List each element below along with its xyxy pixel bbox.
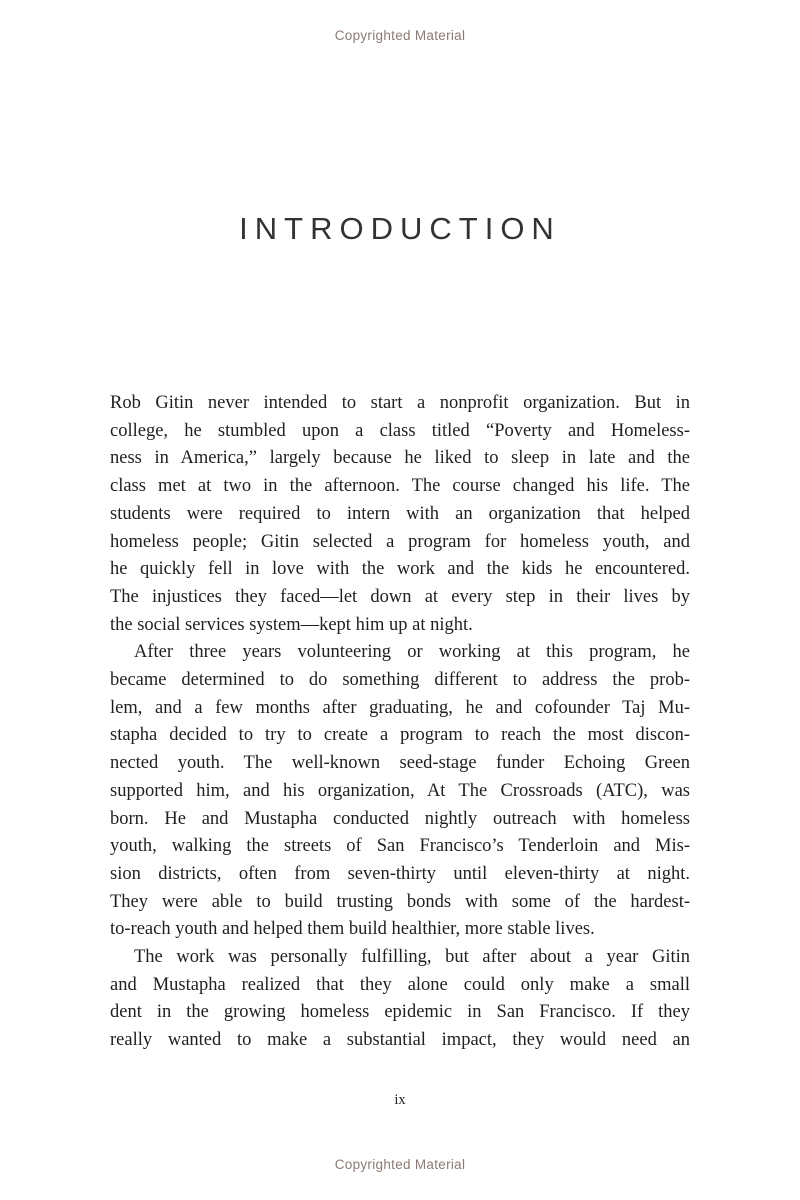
text-line: Rob Gitin never intended to start a nonprofit organization. But in bbox=[110, 393, 690, 413]
text-line: born. He and Mustapha conducted nightly outreach with homeless bbox=[110, 808, 690, 829]
chapter-title: INTRODUCTION bbox=[239, 211, 561, 246]
text-line: dent in the growing homeless epidemic in San Francisco. If they bbox=[110, 1002, 690, 1023]
text-line: supported him, and his organization, At The Crossroads (ATC), was bbox=[110, 780, 690, 801]
text-line: nected youth. The well-known seed-stage funder Echoing Green bbox=[110, 753, 690, 774]
copyright-notice-top: Copyrighted Material bbox=[334, 28, 466, 43]
text-line: After three years volunteering or working at this program, he bbox=[134, 642, 690, 663]
text-line: and Mustapha realized that they alone could only make a small bbox=[110, 974, 690, 995]
text-line: youth, walking the streets of San Francisco’s Tenderloin and Mis- bbox=[110, 836, 690, 857]
body-text bbox=[110, 390, 690, 1055]
text-line: homeless people; Gitin selected a program for homeless youth, and bbox=[110, 531, 690, 552]
text-line: college, he stumbled upon a class titled “Poverty and Homeless- bbox=[110, 420, 690, 441]
text-line: he quickly fell in love with the work and the kids he encountered. bbox=[110, 559, 690, 580]
text-line: the social services system—kept him up at night. bbox=[110, 614, 473, 635]
page-number: ix bbox=[394, 1092, 406, 1108]
text-line: stapha decided to try to create a program to reach the most discon- bbox=[110, 725, 690, 746]
text-line: The injustices they faced—let down at every step in their lives by bbox=[110, 586, 690, 607]
text-line: became determined to do something different to address the prob- bbox=[110, 670, 690, 691]
text-line: really wanted to make a substantial impact, they would need an bbox=[110, 1030, 690, 1051]
text-line: sion districts, often from seven-thirty until eleven-thirty at night. bbox=[110, 863, 690, 884]
text-line: students were required to intern with an organization that helped bbox=[110, 503, 690, 524]
paragraph bbox=[110, 944, 690, 1055]
text-line: class met at two in the afternoon. The course changed his life. The bbox=[110, 476, 690, 497]
copyright-notice-bottom: Copyrighted Material bbox=[334, 1157, 466, 1172]
text-line: to-reach youth and helped them build healthier, more stable lives. bbox=[110, 919, 595, 940]
text-line: The work was personally fulfilling, but after about a year Gitin bbox=[134, 947, 690, 968]
paragraph bbox=[110, 639, 690, 944]
text-line: ness in America,” largely because he liked to sleep in late and the bbox=[110, 448, 690, 469]
text-line: They were able to build trusting bonds with some of the hardest- bbox=[110, 891, 690, 912]
text-line: lem, and a few months after graduating, he and cofounder Taj Mu- bbox=[110, 697, 690, 718]
paragraph bbox=[110, 390, 690, 639]
